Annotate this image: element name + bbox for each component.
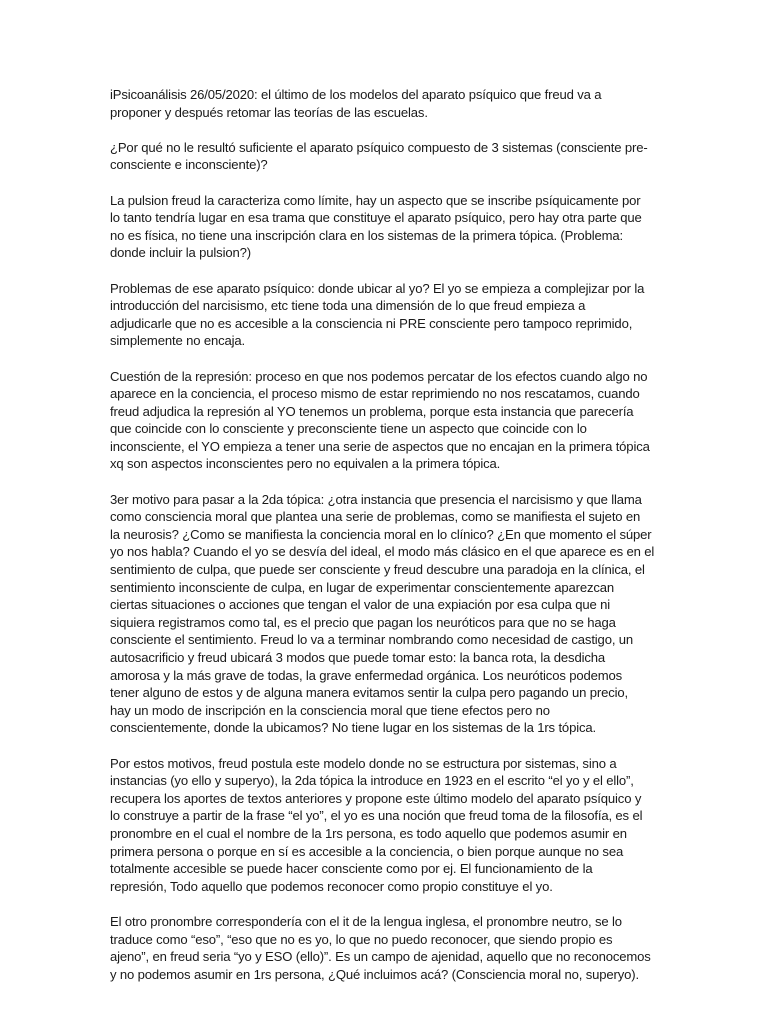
paragraph-problemas-yo: Problemas de ese aparato psíquico: donde ubicar al yo? El yo se empieza a complejizar por la introducción del narcisismo, etc tiene toda una dimensión de lo que freud empieza a adjudicarle que no es accesible a la consciencia ni PRE consciente pero tampoco reprimido, simplemente no encaja. [110, 280, 645, 349]
document-page [110, 86, 658, 1001]
paragraph-ello: El otro pronombre correspondería con el it de la lengua inglesa, el pronombre neutro, se lo traduce como “eso”, “eso que no es yo, lo que no puedo reconocer, que siendo propio es ajeno”, en freud seria “yo y ESO (ello)”. Es un campo de ajenidad, aquello que no reconocemos y no podemos asumir en 1rs persona, ¿Qué incluimos acá? (Consciencia moral no, superyo). [110, 913, 651, 982]
paragraph-question: ¿Por qué no le resultó suficiente el aparato psíquico compuesto de 3 sistemas (consciente pre- consciente e inconsciente)? [110, 139, 648, 173]
paragraph-title: iPsicoanálisis 26/05/2020: el último de los modelos del aparato psíquico que freud va a proponer y después retomar las teorías de las escuelas. [110, 87, 602, 120]
paragraph-pulsion: La pulsion freud la caracteriza como límite, hay un aspecto que se inscribe psíquicamente por lo tanto tendría lugar en esa trama que constituye el aparato psíquico, pero hay otra parte que no es física, no tiene una inscripción clara en los sistemas de la primera tópica. (Problema: donde incluir la pulsion?) [110, 192, 642, 261]
paragraph-tercer-motivo: 3er motivo para pasar a la 2da tópica: ¿otra instancia que presencia el narcisismo y que llama como consciencia moral que plantea una serie de problemas, como se manifiesta el sujeto en la neurosis? ¿Como se manifiesta la conciencia moral en lo clínico? ¿En que momento el súper yo nos habla? Cuando el yo se desvía del ideal, el modo más clásico en el que aparece es en el sentimiento de culpa, que puede ser consciente y freud descubre una paradoja en la clínica, el sentimiento inconsciente de culpa, en lugar de experimentar conscientemente aparezcan ciertas situaciones o acciones que tengan el valor de una expiación por esa culpa que ni siquiera registramos como tal, es el precio que pagan los neuróticos para que no se haga consciente el sentimiento. Freud lo va a terminar nombrando como necesidad de castigo, un autosacrificio y freud ubicará 3 modos que puede tomar esto: la banca rota, la desdicha amorosa y la más grave de todas, la grave enfermedad orgánica. Los neuróticos podemos tener alguno de estos y de alguna manera evitamos sentir la culpa pero pagando un precio, hay un modo de inscripción en la consciencia moral que tiene efectos pero no conscientemente, donde la ubicamos? No tiene lugar en los sistemas de la 1rs tópica. [110, 491, 655, 736]
paragraph-represion: Cuestión de la represión: proceso en que nos podemos percatar de los efectos cuando algo no aparece en la conciencia, el proceso mismo de estar reprimiendo no nos rescatamos, cuando freud adjudica la represión al YO tenemos un problema, porque esta instancia que parecería que coincide con lo consciente y preconsciente tiene un aspecto que coincide con lo inconsciente, el YO empieza a tener una serie de aspectos que no encajan en la primera tópica xq son aspectos inconscientes pero no equivalen a la primera tópica. [110, 368, 650, 472]
paragraph-segunda-topica: Por estos motivos, freud postula este modelo donde no se estructura por sistemas, sino a instancias (yo ello y superyo), la 2da tópica la introduce en 1923 en el escrito “el yo y el ello”, recupera los aportes de textos anteriores y propone este último modelo del aparato psíquico y lo construye a partir de la frase “el yo”, el yo es una noción que freud toma de la filosofía, es el pronombre en el cual el nombre de la 1rs persona, es todo aquello que podemos asumir en primera persona o porque en sí es accesible a la conciencia, o bien porque aunque no sea totalmente accesible se puede hacer consciente como por ej. El funcionamiento de la represión, Todo aquello que podemos reconocer como propio constituye el yo. [110, 755, 643, 894]
